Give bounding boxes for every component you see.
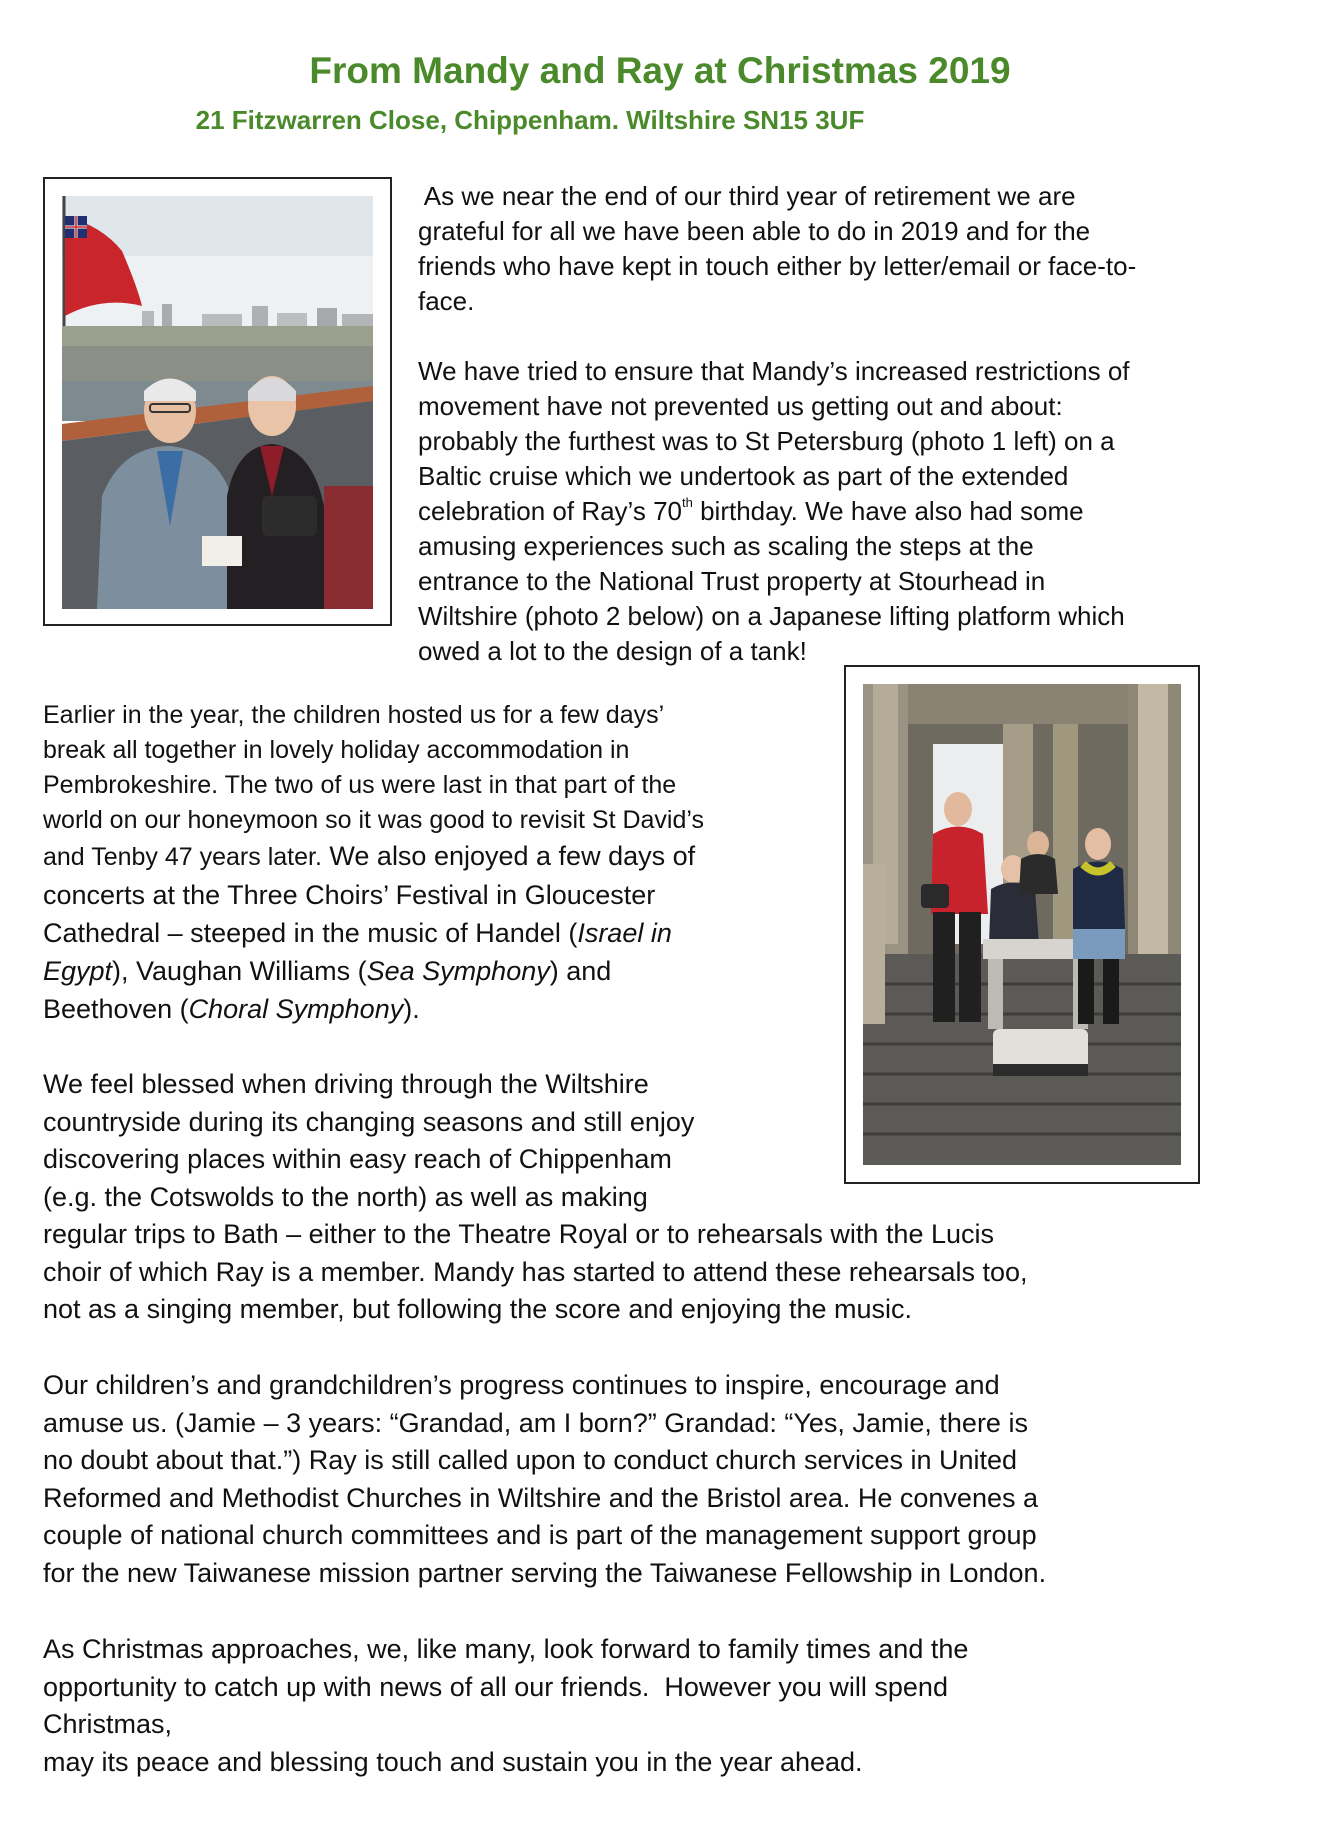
p2-line-1: We have tried to ensure that Mandy’s increased restrictions of <box>418 356 1130 386</box>
vw-pre: ), Vaughan Williams ( <box>112 956 367 986</box>
paragraph-pembrokeshire <box>43 698 813 1028</box>
p2-line-7: entrance to the National Trust property at Stourhead in <box>418 566 1046 596</box>
p3-line-4: world on our honeymoon so it was good to revisit St David’s <box>43 806 704 834</box>
p2-line-4: Baltic cruise which we undertook as part of the extended <box>418 461 1069 491</box>
birthday-ordinal: th <box>682 495 693 510</box>
p4-line-4: (e.g. the Cotswolds to the north) as well as making <box>43 1181 648 1212</box>
p5-line-2: amuse us. (Jamie – 3 years: “Grandad, am I born?” Grandad: “Yes, Jamie, there is <box>43 1407 1028 1438</box>
choral-symphony-title: Choral Symphony <box>188 994 404 1024</box>
intro-paragraphs <box>418 179 1218 669</box>
p6-line-4: may its peace and blessing touch and sustain you in the year ahead. <box>43 1746 863 1777</box>
also-enjoyed-text: We also enjoyed a few days of <box>321 841 696 871</box>
p3-line-6: concerts at the Three Choirs’ Festival in Gloucester <box>43 880 656 910</box>
p2-line-3: probably the furthest was to St Petersburg (photo 1 left) on a <box>418 426 1115 456</box>
paragraph-family-church <box>43 1367 1283 1592</box>
letter-address: 21 Fitzwarren Close, Chippenham. Wiltshire SN15 3UF <box>195 105 865 135</box>
p1-line-2: grateful for all we have been able to do in 2019 and for the <box>418 216 1091 246</box>
p2-line-8: Wiltshire (photo 2 below) on a Japanese lifting platform which <box>418 601 1125 631</box>
beethoven-post: ). <box>403 994 420 1024</box>
paragraph-wiltshire <box>43 1066 1273 1329</box>
p4-line-2: countryside during its changing seasons and still enjoy <box>43 1106 695 1137</box>
p3-line-9 <box>43 990 813 1028</box>
handel-pre: Cathedral – steeped in the music of Handel ( <box>43 918 578 948</box>
p6-line-1: As Christmas approaches, we, like many, look forward to family times and the <box>43 1634 969 1664</box>
p1-line-1: As we near the end of our third year of retirement we are <box>418 181 1076 211</box>
p3-line-7 <box>43 914 813 952</box>
p4-line-5: regular trips to Bath – either to the Theatre Royal or to rehearsals with the Lucis <box>43 1219 994 1249</box>
paragraph-christmas-wishes <box>43 1631 1283 1781</box>
p5-line-4: Reformed and Methodist Churches in Wiltshire and the Bristol area. He convenes a <box>43 1482 1038 1513</box>
birthday-post: birthday. We have also had some <box>692 496 1084 526</box>
p6-line-2: opportunity to catch up with news of all our friends. However you will spend <box>43 1671 948 1702</box>
vw-post: ) and <box>549 956 612 986</box>
birthday-pre: celebration of Ray’s 70 <box>418 496 683 526</box>
sea-symphony-title: Sea Symphony <box>366 956 550 986</box>
letter-title: From Mandy and Ray at Christmas 2019 <box>309 50 1011 91</box>
p2-line-6: amusing experiences such as scaling the steps at the <box>418 531 1034 561</box>
p5-line-6: for the new Taiwanese mission partner serving the Taiwanese Fellowship in London. <box>43 1557 1047 1588</box>
egypt-title: Egypt <box>43 956 113 986</box>
p1-line-4: face. <box>418 286 475 316</box>
p2-line-5 <box>418 494 1218 529</box>
p2-line-2: movement have not prevented us getting out and about: <box>418 391 1063 421</box>
photo-1-frame <box>43 177 392 626</box>
p4-line-3: discovering places within easy reach of Chippenham <box>43 1144 672 1174</box>
p5-line-5: couple of national church committees and is part of the management support group <box>43 1520 1037 1550</box>
p5-line-1: Our children’s and grandchildren’s progress continues to inspire, encourage and <box>43 1370 1000 1400</box>
p4-line-6: choir of which Ray is a member. Mandy has started to attend these rehearsals too, <box>43 1256 1028 1287</box>
p2-line-9: owed a lot to the design of a tank! <box>418 636 807 666</box>
p1-line-3: friends who have kept in touch either by letter/email or face-to- <box>418 251 1137 281</box>
p6-line-3: Christmas, <box>43 1709 173 1739</box>
p5-line-3: no doubt about that.”) Ray is still called upon to conduct church services in United <box>43 1445 1018 1475</box>
p3-line-5 <box>43 838 813 876</box>
p4-line-1: We feel blessed when driving through the Wiltshire <box>43 1069 649 1099</box>
israel-title: Israel in <box>577 918 672 948</box>
p3-line-8 <box>43 952 813 990</box>
tenby-text: and Tenby 47 years later. <box>43 843 322 871</box>
p3-line-1: Earlier in the year, the children hosted us for a few days’ <box>43 701 665 729</box>
p3-line-3: Pembrokeshire. The two of us were last in that part of the <box>43 771 677 799</box>
beethoven-pre: Beethoven ( <box>43 994 189 1024</box>
p3-line-2: break all together in lovely holiday accommodation in <box>43 736 630 764</box>
photo-1-cruise <box>62 196 373 609</box>
p4-line-7: not as a singing member, but following the score and enjoying the music. <box>43 1294 912 1324</box>
